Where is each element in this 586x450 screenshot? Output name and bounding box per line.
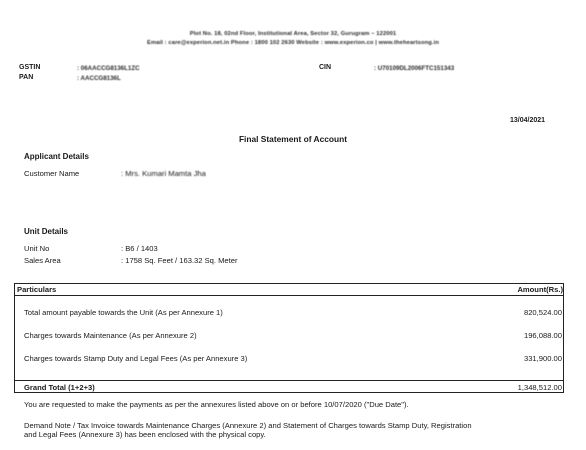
customer-name-value: : Mrs. Kumari Mamta Jha (121, 169, 206, 178)
unit-heading: Unit Details (24, 227, 69, 236)
letterhead-contact: Email : care@experion.net.in Phone : 1800 102 2630 Website : www.experion.co | www.theheartsong.in (147, 40, 439, 46)
page-title: Final Statement of Account (238, 134, 348, 144)
gstin-label: GSTIN (19, 64, 41, 71)
letterhead-address: Plot No. 18, 02nd Floor, Institutional Area, Sector 32, Gurugram – 122001 (189, 31, 397, 37)
gstin-value: : 06AACCG8136L1ZC (77, 65, 140, 72)
enclosure-note-line-1: Demand Note / Tax Invoice towards Maintenance Charges (Annexure 2) and Statement of Charges towards Stamp Duty, Registration (24, 421, 472, 430)
payment-note: You are requested to make the payments as per the annexures listed above on or before 10/07/2020 ("Due Date"). (24, 400, 409, 409)
row-description: Total amount payable towards the Unit (As per Annexure 1) (24, 308, 223, 317)
cin-value: : U70109DL2006FTC151343 (374, 65, 455, 72)
pan-value: : AACCG8136L (77, 75, 121, 82)
row-description: Charges towards Stamp Duty and Legal Fees (As per Annexure 3) (24, 354, 248, 363)
col-particulars: Particulars (17, 285, 57, 294)
sales-area-label: Sales Area (24, 256, 61, 265)
cin-label: CIN (319, 64, 332, 71)
customer-name-label: Customer Name (24, 169, 80, 178)
table-header-divider (14, 295, 564, 296)
row-amount: 331,900.00 (523, 354, 562, 363)
unit-no-label: Unit No (24, 244, 50, 253)
pan-label: PAN (19, 74, 34, 81)
row-amount: 196,088.00 (523, 331, 562, 340)
applicant-heading: Applicant Details (24, 152, 89, 161)
table-total-divider (14, 380, 564, 381)
col-amount: Amount(Rs.) (517, 285, 563, 294)
grand-total-label: Grand Total (1+2+3) (24, 383, 95, 392)
unit-no-value: : B6 / 1403 (121, 244, 158, 253)
row-amount: 820,524.00 (523, 308, 562, 317)
grand-total-amount: 1,348,512.00 (517, 383, 562, 392)
statement-date: 13/04/2021 (510, 117, 546, 124)
row-description: Charges towards Maintenance (As per Annexure 2) (24, 331, 197, 340)
enclosure-note-line-2: and Legal Fees (Annexure 3) has been enclosed with the physical copy. (24, 430, 266, 439)
sales-area-value: : 1758 Sq. Feet / 163.32 Sq. Meter (121, 256, 238, 265)
